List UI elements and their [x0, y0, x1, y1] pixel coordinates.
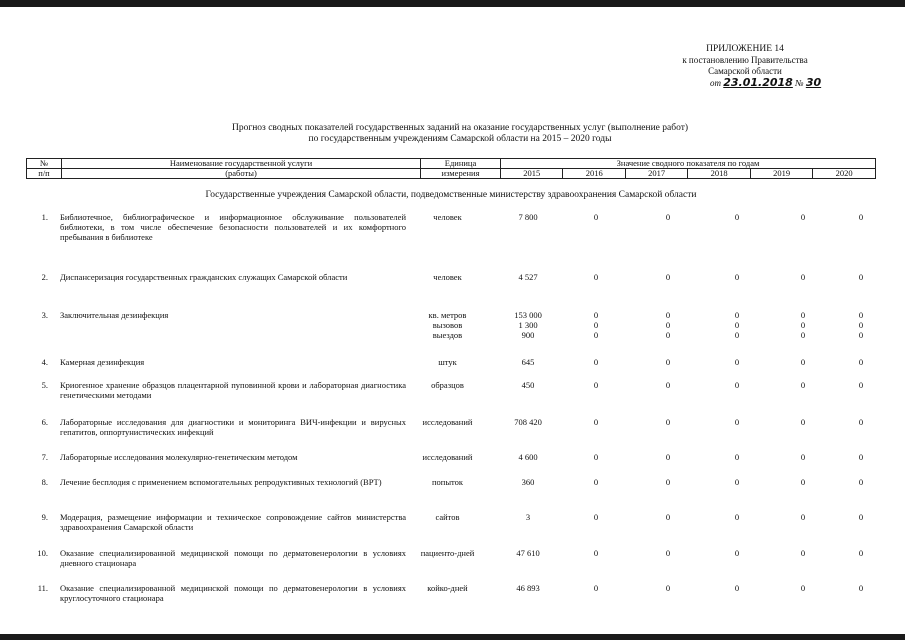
value-cell-2017: [638, 380, 698, 390]
value-cell-2019: [774, 477, 832, 487]
unit-cell: [410, 548, 485, 558]
value-cell-2020: [834, 357, 888, 367]
indicator-value: 900: [521, 330, 535, 340]
indicator-value: 0: [800, 548, 806, 558]
indicator-value: 0: [734, 272, 740, 282]
value-cell-2015: [496, 310, 560, 340]
scan-bottom-border: [0, 634, 905, 640]
value-cell-2018: [706, 212, 768, 222]
value-cell-2020: [834, 310, 888, 340]
value-cell-2018: [706, 380, 768, 390]
unit-of-measure: штук: [438, 357, 457, 367]
indicator-value: 0: [593, 330, 599, 340]
service-name: Диспансеризация государственных гражданских служащих Самарской области: [60, 272, 348, 282]
service-name: Камерная дезинфекция: [60, 357, 145, 367]
indicator-value: 0: [800, 310, 806, 320]
indicator-value: 4 600: [518, 452, 538, 462]
row-number: 8.: [41, 477, 48, 487]
header-year: 2019: [750, 169, 812, 179]
header-unit-top: Единица: [421, 159, 501, 169]
indicator-value: 0: [593, 548, 599, 558]
indicator-value: 0: [800, 452, 806, 462]
indicator-value: 0: [593, 380, 599, 390]
unit-cell: [410, 417, 485, 427]
date-value: 23.01.2018: [723, 76, 793, 89]
number-prefix: №: [795, 78, 804, 88]
indicator-value: 0: [734, 212, 740, 222]
row-number: 11.: [37, 583, 48, 593]
header-year: 2016: [563, 169, 625, 179]
value-cell-2018: [706, 548, 768, 558]
indicator-value: 0: [665, 330, 671, 340]
indicator-value: 0: [665, 477, 671, 487]
value-cell-2019: [774, 583, 832, 593]
unit-of-measure: вызовов: [432, 320, 463, 330]
indicator-value: 0: [734, 477, 740, 487]
indicator-value: 360: [521, 477, 535, 487]
indicator-value: 0: [858, 583, 864, 593]
value-cell-2016: [566, 310, 626, 340]
value-cell-2017: [638, 477, 698, 487]
indicator-value: 0: [734, 310, 740, 320]
value-cell-2019: [774, 512, 832, 522]
value-cell-2018: [706, 583, 768, 593]
value-cell-2018: [706, 272, 768, 282]
indicator-value: 0: [734, 380, 740, 390]
value-cell-2018: [706, 310, 768, 340]
row-number: 6.: [41, 417, 48, 427]
service-name: Оказание специализированной медицинской помощи по дерматовенерологии в условиях круглосуточного стационара: [60, 583, 406, 603]
value-cell-2020: [834, 452, 888, 462]
value-cell-2015: [496, 583, 560, 593]
value-cell-2019: [774, 357, 832, 367]
row-number: 5.: [41, 380, 48, 390]
indicator-table-header: [26, 158, 876, 179]
indicator-value: 0: [858, 417, 864, 427]
value-cell-2017: [638, 452, 698, 462]
indicator-value: 0: [665, 310, 671, 320]
value-cell-2016: [566, 212, 626, 222]
value-cell-2017: [638, 272, 698, 282]
value-cell-2020: [834, 212, 888, 222]
value-cell-2015: [496, 417, 560, 427]
indicator-value: 0: [593, 417, 599, 427]
header-values-group: Значение сводного показателя по годам: [501, 159, 876, 169]
value-cell-2016: [566, 512, 626, 522]
indicator-value: 0: [858, 272, 864, 282]
indicator-value: 0: [593, 477, 599, 487]
indicator-value: 0: [665, 512, 671, 522]
appendix-block: [600, 44, 890, 89]
value-cell-2017: [638, 417, 698, 427]
value-cell-2016: [566, 583, 626, 593]
value-cell-2020: [834, 512, 888, 522]
indicator-value: 0: [858, 452, 864, 462]
value-cell-2017: [638, 310, 698, 340]
title-line-1: Прогноз сводных показателей государственных заданий на оказание государственных услуг (выполнение работ): [231, 123, 689, 133]
indicator-value: 0: [593, 452, 599, 462]
indicator-value: 0: [858, 477, 864, 487]
indicator-value: 0: [800, 417, 806, 427]
indicator-value: 46 893: [516, 583, 540, 593]
unit-of-measure: исследований: [422, 417, 473, 427]
indicator-value: 47 610: [516, 548, 540, 558]
value-cell-2017: [638, 357, 698, 367]
value-cell-2019: [774, 417, 832, 427]
unit-of-measure: кв. метров: [428, 310, 467, 320]
unit-of-measure: человек: [433, 212, 462, 222]
row-number: 4.: [41, 357, 48, 367]
header-name-bottom: (работы): [62, 169, 421, 179]
unit-cell: [410, 512, 485, 522]
value-cell-2016: [566, 477, 626, 487]
date-prefix: от: [710, 78, 721, 88]
indicator-value: 0: [593, 310, 599, 320]
value-cell-2019: [774, 548, 832, 558]
indicator-value: 0: [593, 583, 599, 593]
value-cell-2019: [774, 452, 832, 462]
value-cell-2019: [774, 380, 832, 390]
indicator-value: 0: [800, 477, 806, 487]
indicator-value: 0: [800, 583, 806, 593]
indicator-value: 0: [858, 330, 864, 340]
unit-of-measure: исследований: [422, 452, 473, 462]
unit-of-measure: сайтов: [435, 512, 460, 522]
unit-of-measure: пациенто-дней: [420, 548, 475, 558]
service-name: Лабораторные исследования молекулярно-генетическим методом: [60, 452, 298, 462]
service-name: Библиотечное, библиографическое и информационное обслуживание пользователей библиотеки, в том числе обеспечение безопасности пользователей и их комфортного пребывания в библиотеке: [60, 212, 406, 242]
value-cell-2017: [638, 583, 698, 593]
unit-cell: [410, 357, 485, 367]
value-cell-2016: [566, 452, 626, 462]
indicator-value: 0: [800, 512, 806, 522]
header-num-top: №: [27, 159, 62, 169]
row-number: 3.: [41, 310, 48, 320]
value-cell-2019: [774, 272, 832, 282]
value-cell-2015: [496, 452, 560, 462]
document-title: [100, 123, 820, 145]
indicator-value: 0: [800, 330, 806, 340]
indicator-value: 3: [525, 512, 531, 522]
indicator-value: 0: [593, 272, 599, 282]
indicator-value: 0: [800, 380, 806, 390]
service-name: Лабораторные исследования для диагностики и мониторинга ВИЧ-инфекции и вирусных гепатитов, оппортунистических инфекций: [60, 417, 406, 437]
value-cell-2017: [638, 548, 698, 558]
indicator-value: 0: [800, 212, 806, 222]
indicator-value: 708 420: [514, 417, 542, 427]
row-number: 1.: [41, 212, 48, 222]
indicator-value: 0: [665, 320, 671, 330]
indicator-value: 0: [734, 417, 740, 427]
indicator-value: 0: [734, 330, 740, 340]
header-name-top: Наименование государственной услуги: [62, 159, 421, 169]
value-cell-2020: [834, 548, 888, 558]
value-cell-2017: [638, 212, 698, 222]
indicator-value: 0: [734, 548, 740, 558]
value-cell-2020: [834, 272, 888, 282]
unit-of-measure: койко-дней: [427, 583, 468, 593]
unit-cell: [410, 477, 485, 487]
indicator-value: 0: [734, 452, 740, 462]
service-name: Заключительная дезинфекция: [60, 310, 169, 320]
unit-of-measure: попыток: [431, 477, 464, 487]
value-cell-2016: [566, 417, 626, 427]
value-cell-2020: [834, 417, 888, 427]
unit-cell: [410, 212, 485, 222]
value-cell-2015: [496, 380, 560, 390]
indicator-value: 0: [858, 320, 864, 330]
header-year: 2017: [625, 169, 687, 179]
indicator-value: 0: [665, 417, 671, 427]
value-cell-2018: [706, 417, 768, 427]
indicator-value: 0: [800, 272, 806, 282]
indicator-value: 0: [593, 320, 599, 330]
indicator-value: 4 527: [518, 272, 538, 282]
unit-cell: [410, 310, 485, 340]
indicator-value: 0: [665, 272, 671, 282]
value-cell-2020: [834, 477, 888, 487]
appendix-date-line: [600, 77, 890, 89]
indicator-value: 0: [734, 512, 740, 522]
service-name: Оказание специализированной медицинской помощи по дерматовенерологии в условиях дневного стационара: [60, 548, 406, 568]
section-title: Государственные учреждения Самарской области, подведомственные министерству здравоохранения Самарской области: [205, 190, 697, 200]
unit-cell: [410, 583, 485, 593]
indicator-value: 0: [665, 212, 671, 222]
service-name: Лечение бесплодия с применением вспомогательных репродуктивных технологий (ВРТ): [60, 477, 382, 487]
indicator-value: 153 000: [514, 310, 542, 320]
value-cell-2016: [566, 357, 626, 367]
value-cell-2015: [496, 477, 560, 487]
service-name: Модерация, размещение информации и техническое сопровождение сайтов министерства здравоохранения Самарской области: [60, 512, 406, 532]
indicator-value: 0: [734, 583, 740, 593]
indicator-value: 0: [858, 310, 864, 320]
value-cell-2018: [706, 452, 768, 462]
value-cell-2015: [496, 212, 560, 222]
value-cell-2020: [834, 583, 888, 593]
service-name: Криогенное хранение образцов плацентарной пуповинной крови и лабораторная диагностика генетическими методами: [60, 380, 406, 400]
indicator-value: 0: [593, 212, 599, 222]
header-year: 2018: [688, 169, 750, 179]
unit-cell: [410, 272, 485, 282]
value-cell-2015: [496, 512, 560, 522]
header-num-bottom: п/п: [27, 169, 62, 179]
indicator-value: 0: [665, 452, 671, 462]
unit-of-measure: выездов: [432, 330, 463, 340]
value-cell-2017: [638, 512, 698, 522]
title-line-2: по государственным учреждениям Самарской области на 2015 – 2020 годы: [308, 134, 612, 144]
unit-of-measure: образцов: [431, 380, 464, 390]
value-cell-2020: [834, 380, 888, 390]
indicator-value: 0: [665, 583, 671, 593]
unit-cell: [410, 380, 485, 390]
indicator-value: 0: [734, 320, 740, 330]
value-cell-2016: [566, 380, 626, 390]
value-cell-2019: [774, 310, 832, 340]
unit-cell: [410, 452, 485, 462]
indicator-value: 0: [858, 357, 864, 367]
row-number: 10.: [37, 548, 48, 558]
indicator-value: 0: [665, 380, 671, 390]
row-number: 9.: [41, 512, 48, 522]
indicator-value: 0: [800, 320, 806, 330]
unit-of-measure: человек: [433, 272, 462, 282]
value-cell-2015: [496, 548, 560, 558]
value-cell-2018: [706, 477, 768, 487]
indicator-value: 0: [800, 357, 806, 367]
indicator-value: 0: [858, 380, 864, 390]
indicator-value: 0: [593, 357, 599, 367]
indicator-value: 0: [665, 357, 671, 367]
scan-top-border: [0, 0, 905, 7]
indicator-value: 0: [665, 548, 671, 558]
indicator-value: 0: [858, 212, 864, 222]
header-year: 2020: [813, 169, 876, 179]
indicator-value: 0: [858, 512, 864, 522]
indicator-value: 0: [858, 548, 864, 558]
appendix-label: ПРИЛОЖЕНИЕ 14: [706, 44, 784, 54]
value-cell-2018: [706, 512, 768, 522]
value-cell-2019: [774, 212, 832, 222]
indicator-value: 645: [521, 357, 535, 367]
appendix-region: Самарской области: [708, 66, 782, 76]
value-cell-2015: [496, 272, 560, 282]
header-year: 2015: [501, 169, 563, 179]
indicator-value: 450: [521, 380, 535, 390]
indicator-value: 1 300: [518, 320, 538, 330]
indicator-value: 0: [734, 357, 740, 367]
value-cell-2015: [496, 357, 560, 367]
value-cell-2018: [706, 357, 768, 367]
appendix-resolution: к постановлению Правительства: [682, 55, 808, 65]
header-unit-bottom: измерения: [421, 169, 501, 179]
indicator-value: 7 800: [518, 212, 538, 222]
value-cell-2016: [566, 548, 626, 558]
row-number: 7.: [41, 452, 48, 462]
number-value: 30: [805, 76, 822, 89]
row-number: 2.: [41, 272, 48, 282]
indicator-value: 0: [593, 512, 599, 522]
value-cell-2016: [566, 272, 626, 282]
